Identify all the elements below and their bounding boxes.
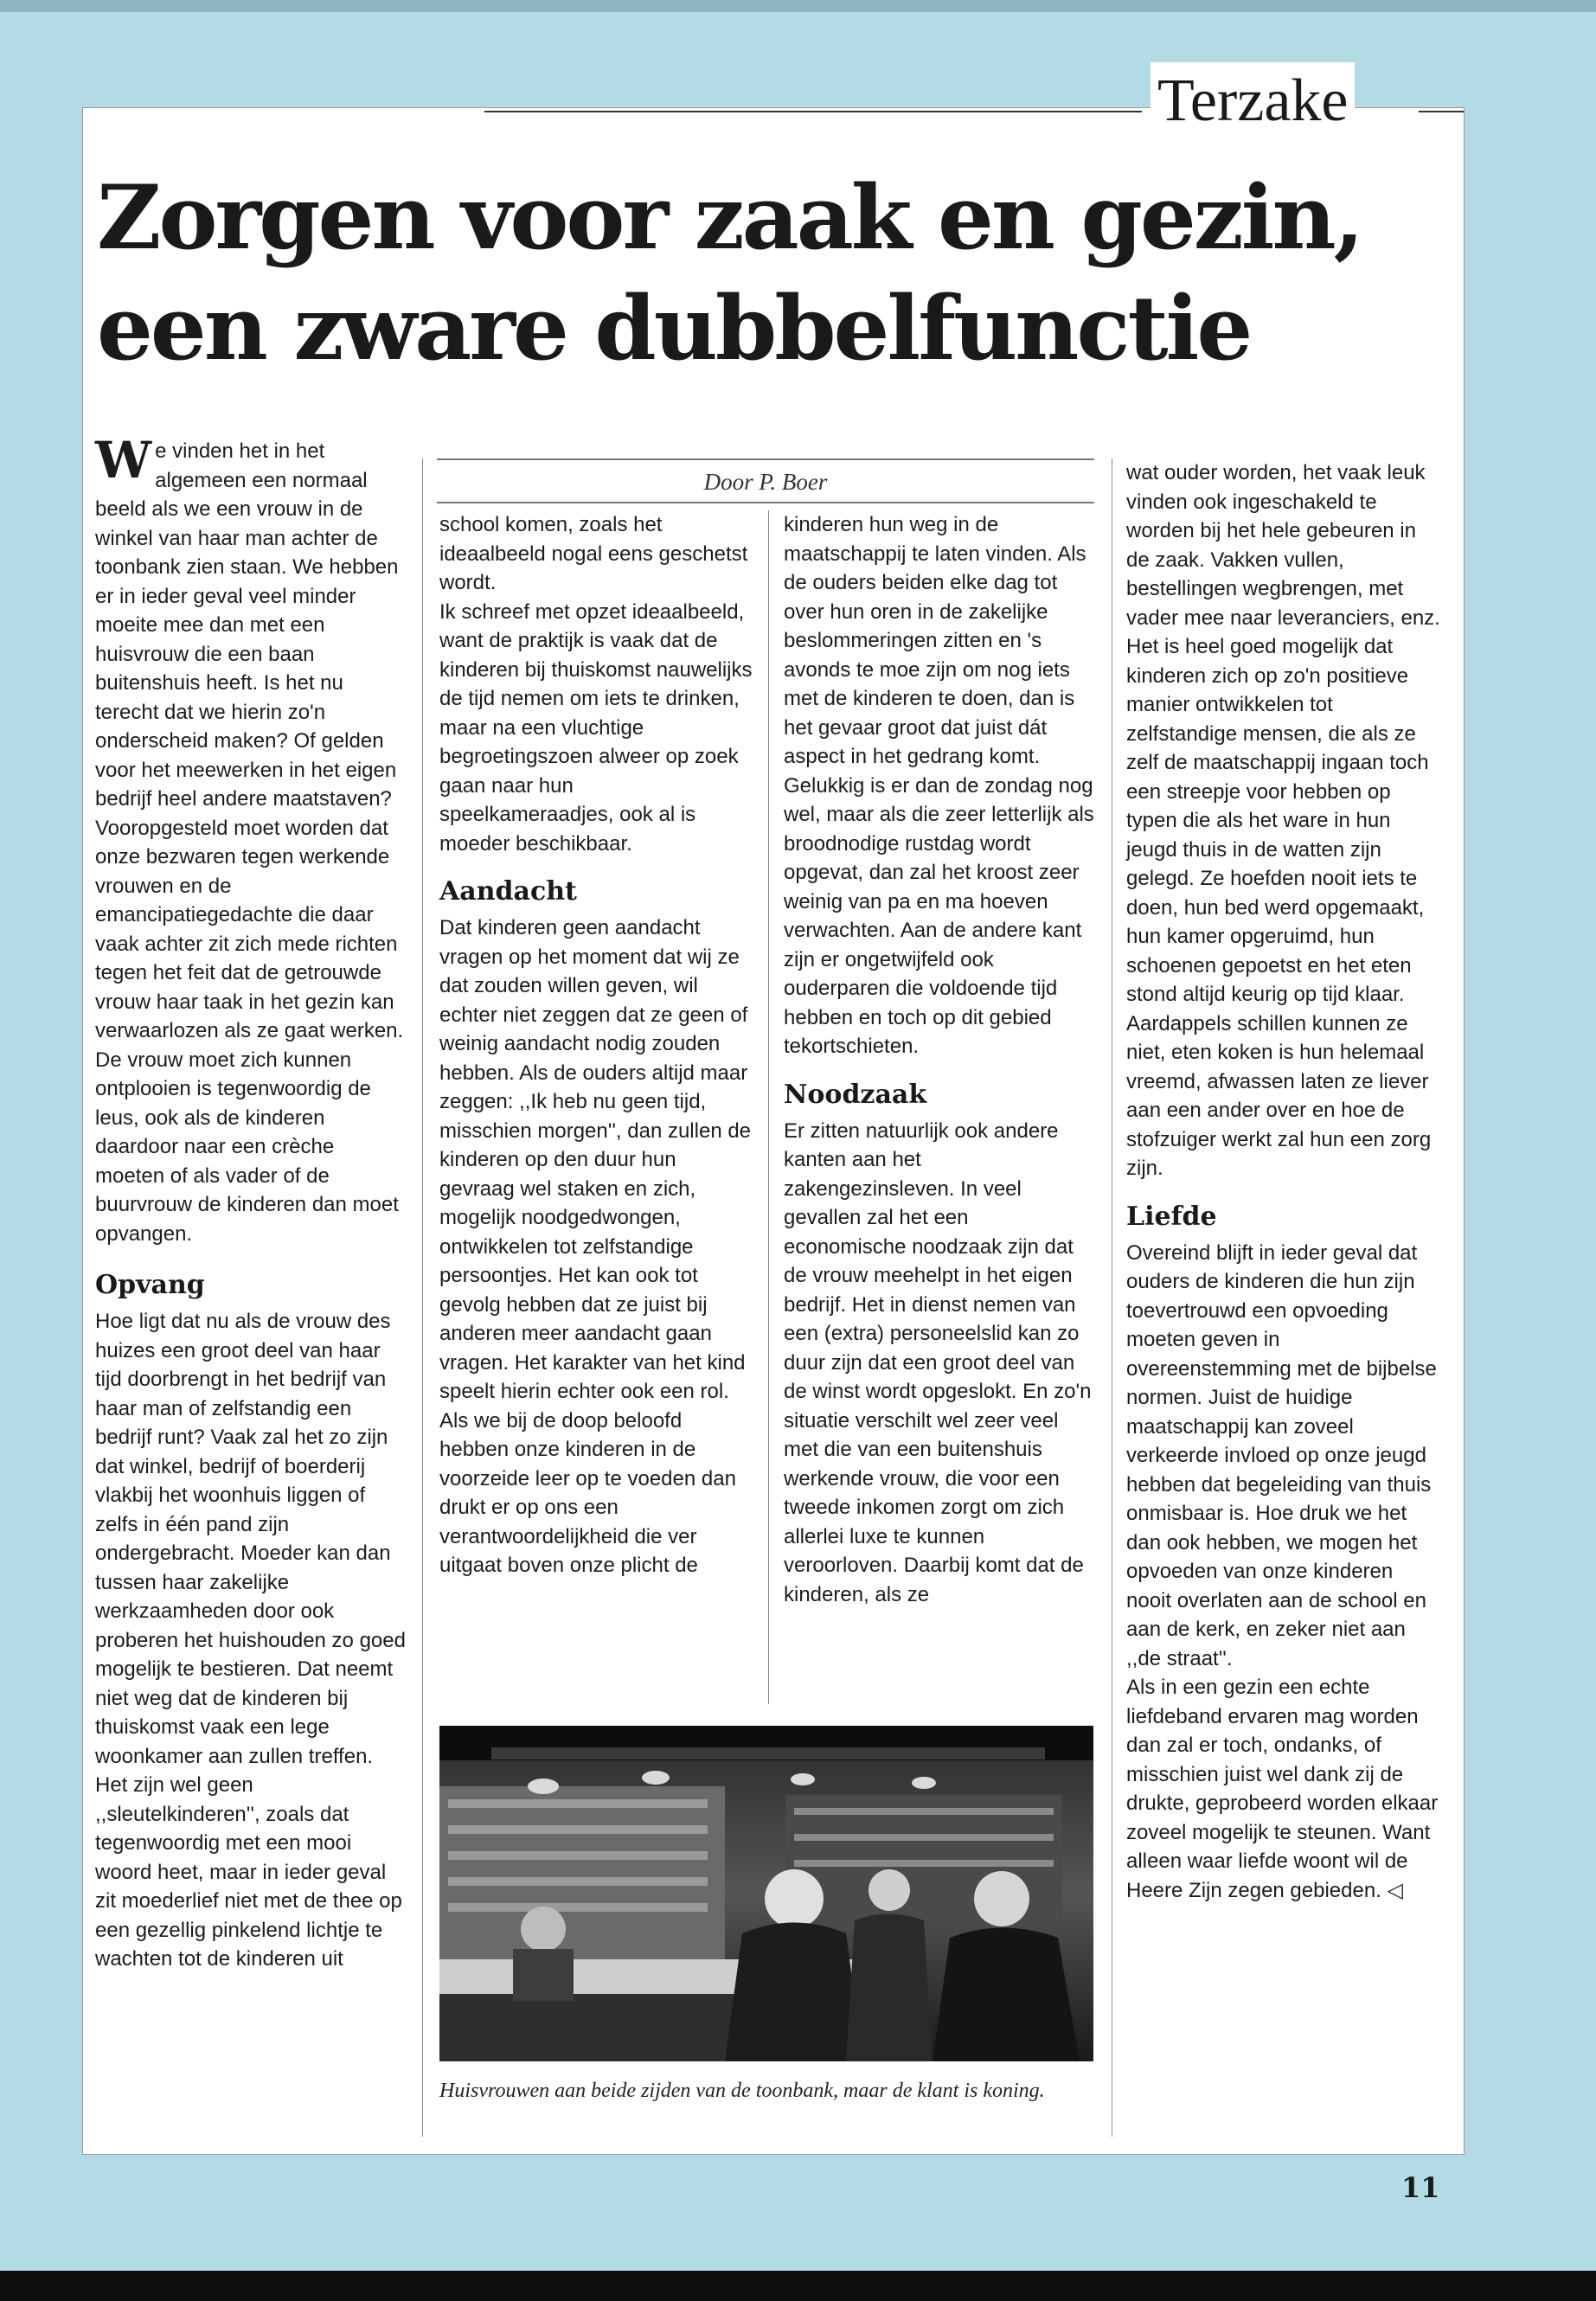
noodzaak-paragraph: Er zitten natuurlijk ook andere kanten aan het zakengezinsleven. In veel gevallen zal het een economische noodzaak zijn dat de vrouw meehelpt in het eigen bedrijf. Het in dienst nemen van een (extra) personeelslid kan zo duur zijn dat een groot deel van de winst wordt opgeslokt. En zo'n situatie verschilt wel zeer veel met die van een buitenshuis werkende vrouw, die voor een tweede inkomen zorgt om zich allerlei luxe te kunnen veroorloven. Daarbij komt dat de kinderen, als ze — [784, 1118, 1092, 1606]
col2-paragraph-3: Als we bij de doop beloofd hebben onze kinderen in de voorzeide leer op te voeden dan drukt er op ons een verantwoordelijkheid die ver uitgaat boven onze plicht de — [439, 1408, 736, 1577]
col2-paragraph-1: school komen, zoals het ideaalbeeld nogal eens geschetst wordt. — [439, 513, 748, 594]
opvang-paragraph: Hoe ligt dat nu als de vrouw des huizes een groot deel van haar tijd doorbrengt in het bedrijf van haar man of zelfstandig een bedrijf runt? Vaak zal het zo zijn dat winkel, bedrijf of boerderij vlakbij het woonhuis liggen of zelfs in één pand zijn ondergebracht. Moeder kan dan tussen haar zakelijke werkzaamheden door ook proberen het huishouden zo goed mogelijk te bestieren. Dat neemt niet weg dat de kinderen bij thuiskomst vaak een lege woonkamer aan zullen treffen. Het zijn wel geen ,,sleutelkinderen'', zoals dat tegenwoordig met een mooi woord heet, maar in ieder geval zit moederlief niet met de thee op een gezellig pinkelend lichtje te wachten tot de kinderen uit — [95, 1310, 406, 1971]
col4-paragraph-1: wat ouder worden, het vaak leuk vinden ook ingeschakeld te worden bij het hele gebeuren in de zaak. Vakken vullen, bestellingen wegbrengen, met vader mee naar leveranciers, enz. Het is heel goed mogelijk dat kinderen zich op zo'n positieve manier ontwikkelen tot zelfstandige mensen, die als ze zelf de maatschappij ingaan toch een streepje voor hebben op typen die als het ware in hun jeugd thuis in de watten zijn gelegd. Ze hoefden nooit iets te doen, hun bed werd opgemaakt, hun kamer opgeruimd, hun schoenen gepoetst en het eten stond altijd keurig op tijd klaar. Aardappels schillen kunnen ze niet, eten koken is hun helemaal vreemd, afwassen laten ze liever aan een ander over en hoe de stofzuiger werkt zal hun een zorg zijn. — [1126, 461, 1440, 1180]
shop-photo — [439, 1726, 1093, 2061]
heading-opvang: Opvang — [95, 1270, 205, 1300]
column-3 — [784, 510, 1095, 1609]
intro-paragraph — [95, 431, 407, 1248]
byline-rule-bottom — [437, 502, 1094, 503]
column-1 — [95, 431, 407, 1974]
column-divider-2 — [768, 510, 769, 1704]
article-title — [97, 163, 1394, 384]
section-label: Terzake — [1151, 62, 1355, 140]
heading-aandacht: Aandacht — [439, 876, 577, 907]
page-number: 11 — [1401, 2171, 1440, 2204]
bottom-edge — [0, 2271, 1596, 2301]
col2-paragraph-2: Ik schreef met opzet ideaalbeeld, want de praktijk is vaak dat de kinderen bij thuiskomst nauwelijks de tijd nemen om iets te drinken, maar na een vluchtige begroetingszoen alweer op zoek gaan naar hun speelkameraadjes, ook al is moeder beschikbaar. — [439, 599, 753, 856]
article-title-line-2: een zware dubbelfunctie — [97, 277, 1251, 381]
heading-noodzaak: Noodzaak — [784, 1079, 927, 1110]
liefde-paragraph: Overeind blijft in ieder geval dat ouders de kinderen die hun zijn toevertrouwd een opvoeding moeten geven in overeenstemming met de bijbelse normen. Juist de huidige maatschappij kan zoveel verkeerde invloed op onze jeugd hebben dat begeleiding van thuis onmisbaar is. Hoe druk we het dan ook hebben, we mogen het opvoeden van onze kinderen nooit overlaten aan de school en aan de kerk, en zeker niet aan ,,de straat''. — [1126, 1240, 1437, 1670]
aandacht-paragraph: Dat kinderen geen aandacht vragen op het moment dat wij ze dat zouden willen geven, wil echter niet zeggen dat ze geen of weinig aandacht nodig zouden hebben. Als de ouders altijd maar zeggen: ,,Ik heb nu geen tijd, misschien morgen'', dan zullen de kinderen op den duur hun gevraag wel staken en zich, mogelijk noodgedwongen, ontwikkelen tot zelfstandige persoontjes. Het kan ook tot gevolg hebben dat ze juist bij anderen meer aandacht gaan vragen. Het karakter van het kind speelt hierin echter ook een rol. — [439, 916, 752, 1403]
intro-text: e vinden het in het algemeen een normaal beeld als we een vrouw in de winkel van haar man achter de toonbank zien staan. We hebben er in ieder geval veel minder moeite mee dan met een huisvrouw die een baan buitenshuis heeft. Is het nu terecht dat we hierin zo'n onderscheid maken? Of gelden voor het meewerken in het eigen bedrijf heel andere maatstaven? Vooropgesteld moet worden dat onze bezwaren tegen werkende vrouwen en de emancipatiegedachte die daar vaak achter zit zich mede richten tegen het feit dat de getrouwde vrouw haar taak in het gezin kan verwaarlozen als ze gaat werken. De vrouw moet zich kunnen ontplooien is tegenwoordig de leus, ook als de kinderen daardoor naar een crèche moeten of als vader of de buurvrouw de kinderen dan moet opvangen. — [95, 439, 404, 1246]
col4-paragraph-2: Als in een gezin een echte liefdeband ervaren mag worden dan zal er toch, ondanks, of misschien juist wel dank zij de drukte, geprobeerd worden elkaar zoveel mogelijk te steunen. Want alleen waar liefde woont wil de Heere Zijn zegen gebieden. ◁ — [1126, 1676, 1439, 1902]
col3-paragraph-1: kinderen hun weg in de maatschappij te laten vinden. Als de ouders beiden elke dag tot over hun oren in de zakelijke beslommeringen zitten en 's avonds te moe zijn om nog iets met de kinderen te doen, dan is het gevaar groot dat juist dát aspect in het gedrang komt. Gelukkig is er dan de zondag nog wel, maar als die zeer letterlijk als broodnodige rustdag wordt opgevat, dan zal het kroost zeer weinig van pa en ma hoeven verwachten. Aan de andere kant zijn er ongetwijfeld ook ouderparen die voldoende tijd hebben en toch op dit gebied tekortschieten. — [784, 513, 1094, 1058]
byline-rule-top — [437, 458, 1094, 460]
byline: Door P. Boer — [703, 469, 828, 495]
section-rule-right — [1419, 111, 1464, 112]
shop-photo-image — [439, 1726, 1093, 2061]
photo-caption: Huisvrouwen aan beide zijden van de toonbank, maar de klant is koning. — [439, 2080, 1045, 2102]
column-divider-1 — [422, 458, 423, 2137]
heading-liefde: Liefde — [1126, 1201, 1217, 1232]
drop-cap: W — [95, 431, 152, 490]
article-title-line-1: Zorgen voor zaak en gezin, — [97, 166, 1362, 270]
top-edge — [0, 0, 1596, 12]
section-rule-left — [484, 111, 1142, 112]
column-2 — [439, 510, 753, 1580]
column-4 — [1126, 458, 1442, 1905]
